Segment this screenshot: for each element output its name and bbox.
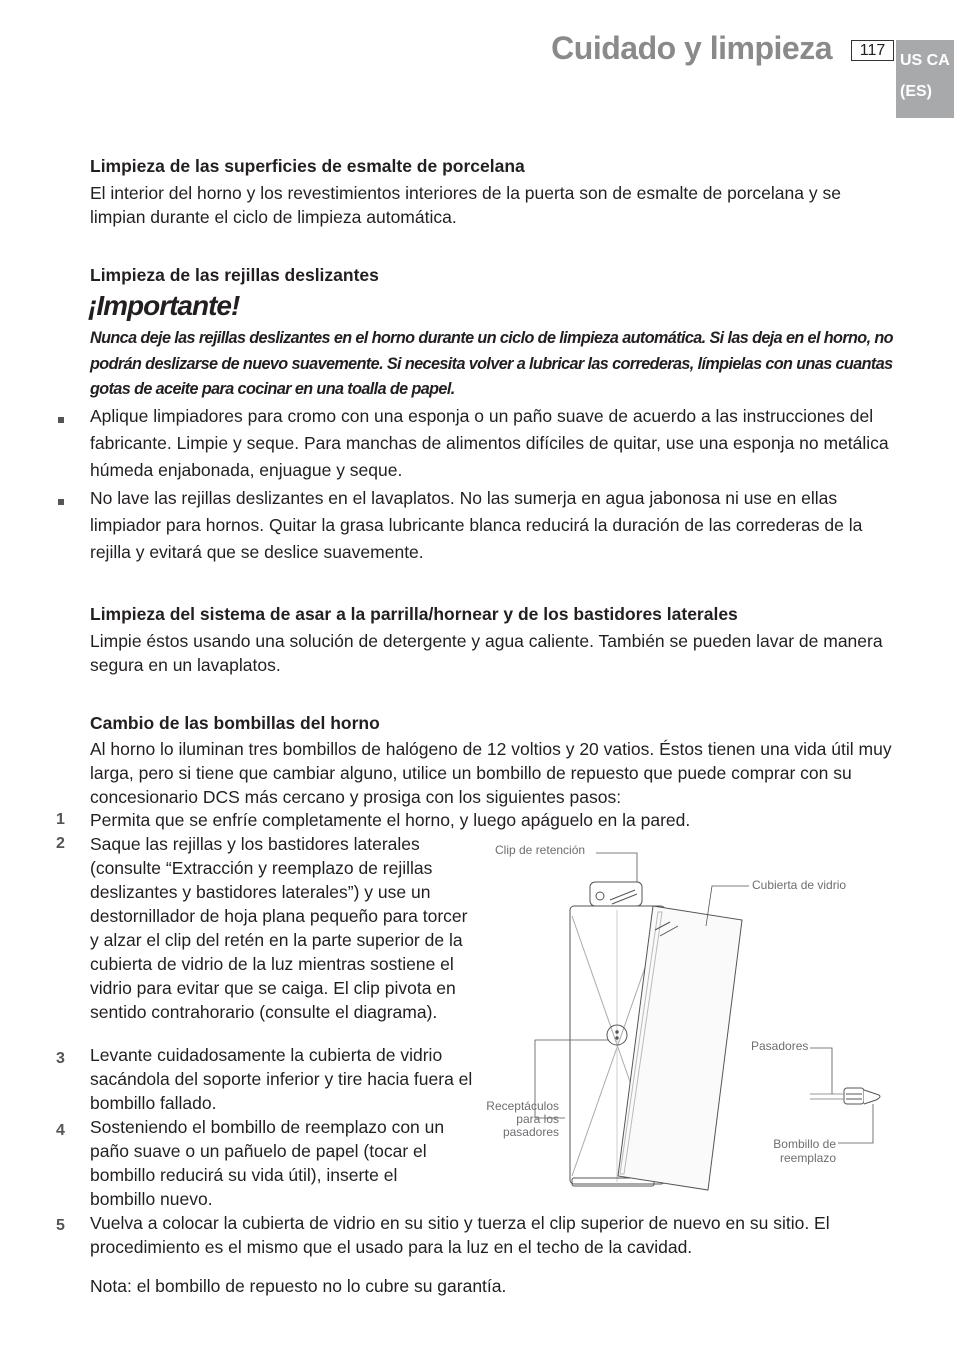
step-number-1: 1 <box>56 811 65 828</box>
warranty-note: Nota: el bombillo de repuesto no lo cubre su garantía. <box>90 1276 507 1296</box>
region-tab <box>896 40 954 118</box>
rack-bullet-2: No lave las rejillas deslizantes en el lavaplatos. No las sumerja en agua jabonosa ni use en ellas limpiador para hornos. Quitar la grasa lubricante blanca reducirá la duración de las correderas de la rejilla y evitará que se deslice suavemente. <box>90 488 863 562</box>
bullet-marker-2 <box>58 499 64 505</box>
broil-body: Limpie éstos usando una solución de detergente y agua caliente. También se pueden lavar de manera segura en un lavaplatos. <box>90 631 883 675</box>
rack-bullet-1: Aplique limpiadores para cromo con una esponja o un paño suave de acuerdo a las instrucciones del fabricante. Limpie y seque. Para manchas de alimentos difíciles de quitar, use una esponja no metálica húmeda enjabonada, enjuague y seque. <box>90 406 889 480</box>
label-clip: Clip de retención <box>495 843 586 857</box>
region-line-2: (ES) <box>900 83 932 100</box>
page-number: 117 <box>851 40 894 61</box>
step-text-4: Sosteniendo el bombillo de reemplazo con un paño suave o un pañuelo de papel (tocar el bombillo reducirá su vida útil), inserte el bombillo nuevo. <box>90 1117 445 1209</box>
bulb-replacement-diagram <box>480 838 910 1198</box>
step-number-4: 4 <box>56 1122 65 1139</box>
label-bulb-1: Bombillo de <box>773 1137 836 1151</box>
replacement-bulb <box>810 1088 880 1104</box>
bulbs-body: Al horno lo iluminan tres bombillos de halógeno de 12 voltios y 20 vatios. Éstos tienen una vida útil muy larga, pero si tiene que cambiar alguno, utilice un bombillo de repuesto que puede comprar con su concesionario DCS más cercano y prosiga con los siguientes pasos: <box>90 739 892 807</box>
label-receptacles-2: para los <box>516 1112 559 1126</box>
label-pins: Pasadores <box>751 1039 809 1053</box>
step-number-2: 2 <box>56 835 65 852</box>
label-receptacles-1: Receptáculos <box>486 1099 559 1113</box>
bulbs-heading: Cambio de las bombillas del horno <box>90 713 380 733</box>
important-body: Nunca deje las rejillas deslizantes en el horno durante un ciclo de limpieza automática. Si las deja en el horno, no podrán deslizarse de nuevo suavemente. Si necesita volver a lubricar las correderas, límpielas con unas cuantas gotas de aceite para cocinar en una toalla de papel. <box>90 329 893 398</box>
step-number-5: 5 <box>56 1217 65 1234</box>
label-glass-cover: Cubierta de vidrio <box>752 878 847 892</box>
enamel-body: El interior del horno y los revestimientos interiores de la puerta son de esmalte de porcelana y se limpian durante el ciclo de limpieza automática. <box>90 183 841 227</box>
page-title: Cuidado y limpieza <box>551 30 832 66</box>
label-bulb-2: reemplazo <box>779 1151 836 1165</box>
step-text-2: Saque las rejillas y los bastidores laterales (consulte “Extracción y reemplazo de rejillas deslizantes y bastidores laterales”) y use un destornillador de hoja plana pequeño para torcer y alzar el clip del retén en la parte superior de la cubierta de vidrio de la luz mientras sostiene el vidrio para evitar que se caiga. El clip pivota en sentido contrahorario (consulte el diagrama). <box>90 834 468 1022</box>
enamel-heading: Limpieza de las superficies de esmalte de porcelana <box>90 156 525 176</box>
label-receptacles-3: pasadores <box>502 1125 559 1139</box>
step-text-1: Permita que se enfríe completamente el horno, y luego apáguelo en la pared. <box>90 810 691 830</box>
glass-cover <box>618 906 742 1190</box>
step-text-3: Levante cuidadosamente la cubierta de vidrio sacándola del soporte inferior y tire hacia fuera el bombillo fallado. <box>90 1045 473 1113</box>
racks-heading: Limpieza de las rejillas deslizantes <box>90 265 379 285</box>
step-text-5: Vuelva a colocar la cubierta de vidrio en su sitio y tuerza el clip superior de nuevo en su sitio. El procedimiento es el mismo que el usado para la luz en el techo de la cavidad. <box>90 1213 830 1257</box>
important-title: ¡Importante! <box>88 290 240 321</box>
region-line-1: US CA <box>900 52 950 69</box>
step-number-3: 3 <box>56 1050 65 1067</box>
bullet-marker-1 <box>58 417 64 423</box>
broil-heading: Limpieza del sistema de asar a la parrilla/hornear y de los bastidores laterales <box>90 604 738 624</box>
